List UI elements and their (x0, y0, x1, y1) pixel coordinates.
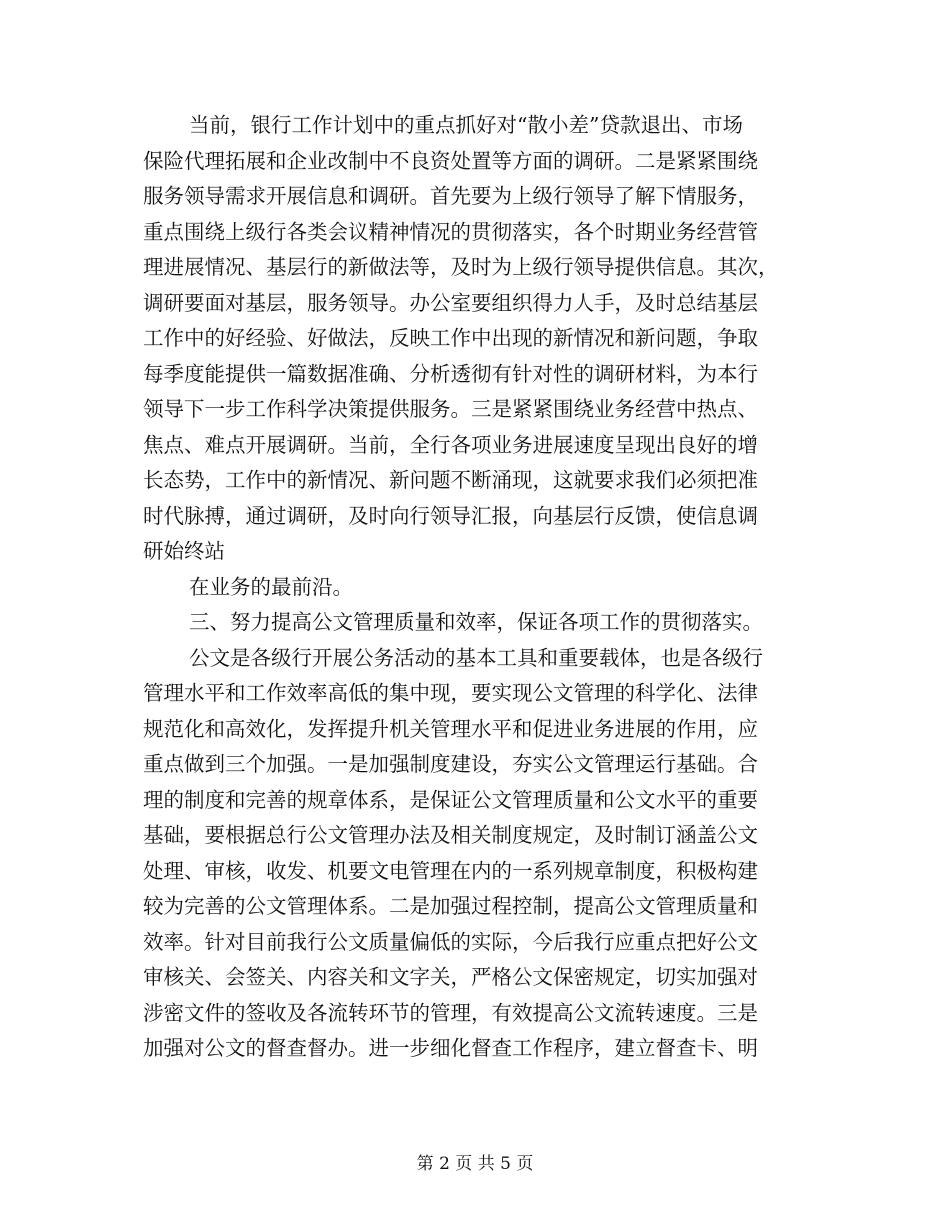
text-line: 理的制度和完善的规章体系，是保证公文管理质量和公文水平的重要 (143, 787, 758, 812)
text-line: 保险代理拓展和企业改制中不良资处置等方面的调研。二是紧紧围绕 (143, 148, 758, 173)
text-line: 处理、审核，收发、机要文电管理在内的一系列规章制度，积极构建 (143, 858, 758, 883)
text-line: 公文是各级行开展公务活动的基本工具和重要载体，也是各级行 (189, 645, 763, 670)
text-line: 重点做到三个加强。一是加强制度建设，夯实公文管理运行基础。合 (143, 752, 758, 776)
text-line: 规范化和高效化，发挥提升机关管理水平和促进业务进展的作用，应 (143, 716, 758, 741)
body-text (143, 108, 807, 1067)
text-line: 审核关、会签关、内容关和文字关，严格公文保密规定，切实加强对 (143, 965, 758, 989)
text-line: 研始终站 (143, 539, 225, 563)
text-line: 涉密文件的签收及各流转环节的管理，有效提高公文流转速度。三是 (143, 1000, 758, 1025)
text-line: 基础，要根据总行公文管理办法及相关制度规定，及时制订涵盖公文 (143, 823, 758, 847)
text-line: 理进展情况、基层行的新做法等，及时为上级行领导提供信息。其次， (143, 255, 779, 279)
text-line: 服务领导需求开展信息和调研。首先要为上级行领导了解下情服务， (143, 184, 758, 208)
text-line: 管理水平和工作效率高低的集中现，要实现公文管理的科学化、法律 (143, 681, 758, 705)
text-line: 调研要面对基层，服务领导。办公室要组织得力人手，及时总结基层 (143, 290, 758, 315)
text-line: 领导下一步工作科学决策提供服务。三是紧紧围绕业务经营中热点、 (143, 397, 758, 421)
text-line: 效率。针对目前我行公文质量偏低的实际，今后我行应重点把好公文 (143, 929, 758, 954)
text-line: 工作中的好经验、好做法，反映工作中出现的新情况和新问题，争取 (143, 326, 758, 350)
text-line: 时代脉搏，通过调研，及时向行领导汇报，向基层行反馈，使信息调 (143, 503, 758, 528)
text-line: 长态势，工作中的新情况、新问题不断涌现，这就要求我们必须把准 (143, 468, 758, 492)
text-line: 当前，银行工作计划中的重点抓好对“散小差”贷款退出、市场 (189, 113, 743, 137)
page-number-footer: 第 2 页 共 5 页 (416, 1154, 534, 1174)
text-line: 在业务的最前沿。 (189, 574, 353, 599)
section-heading: 三、努力提高公文管理质量和效率，保证各项工作的贯彻落实。 (189, 610, 763, 634)
text-line: 焦点、难点开展调研。当前，全行各项业务进展速度呈现出良好的增 (143, 432, 758, 457)
text-line: 每季度能提供一篇数据准确、分析透彻有针对性的调研材料，为本行 (143, 361, 758, 386)
text-line: 较为完善的公文管理体系。二是加强过程控制，提高公文管理质量和 (143, 894, 758, 918)
text-line: 重点围绕上级行各类会议精神情况的贯彻落实，各个时期业务经营管 (143, 219, 758, 244)
text-line: 加强对公文的督查督办。进一步细化督查工作程序，建立督查卡、明 (143, 1036, 758, 1060)
